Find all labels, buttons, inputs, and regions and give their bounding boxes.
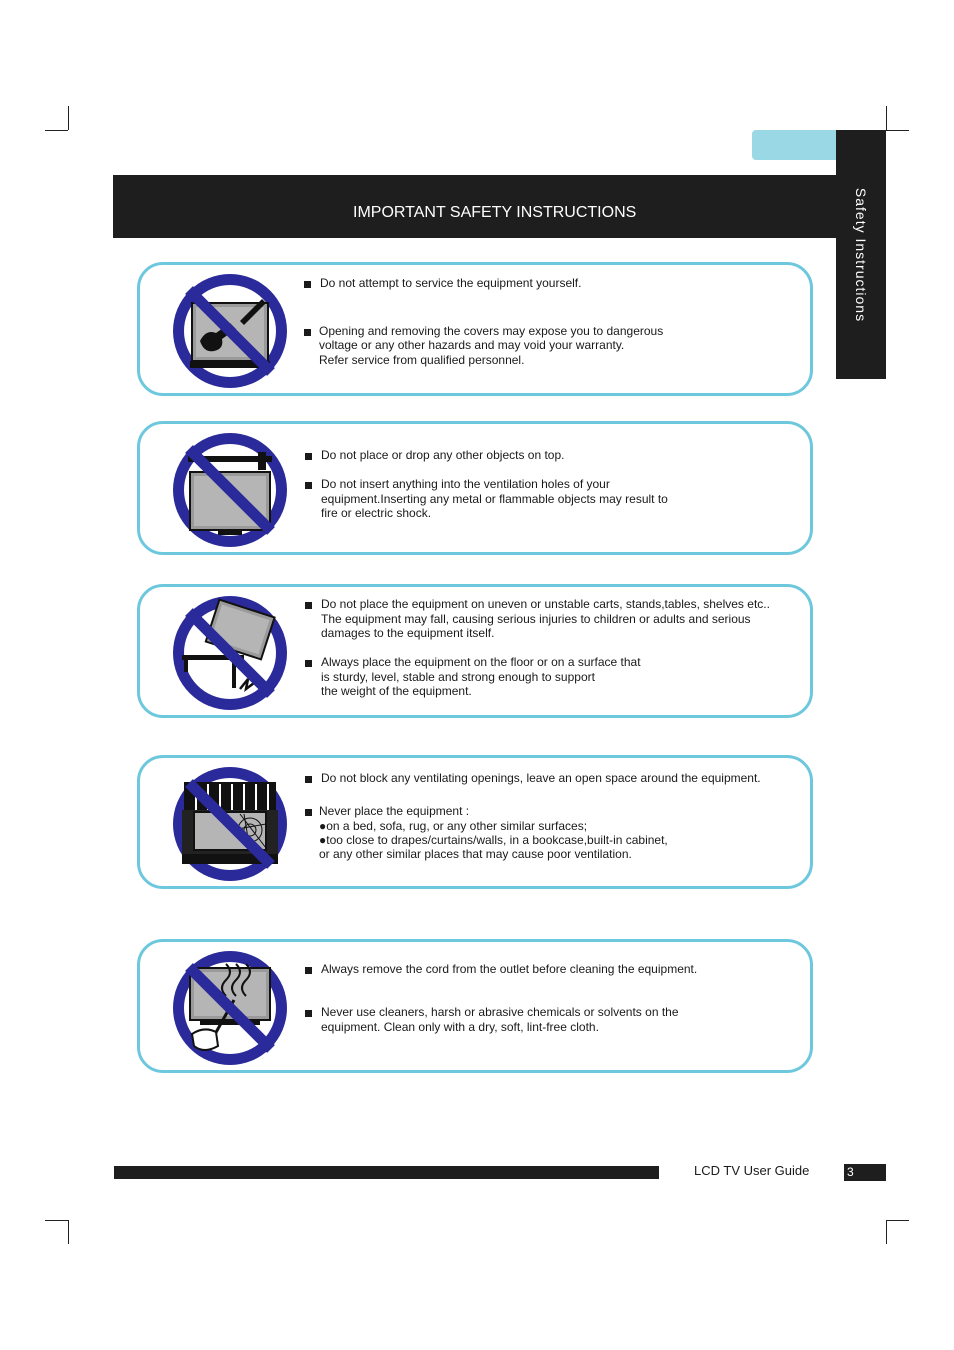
instruction-text: Never use cleaners, harsh or abrasive chemicals or solvents on the xyxy=(321,1005,679,1019)
bullet-marker xyxy=(305,1010,312,1017)
instruction-text: equipment.Inserting any metal or flammable objects may result to xyxy=(321,492,668,506)
instruction-text: Never place the equipment : xyxy=(319,804,470,818)
no-service-tools-icon xyxy=(170,271,290,391)
bullet-marker xyxy=(304,329,311,336)
bullet-marker xyxy=(305,602,312,609)
bullet-marker xyxy=(305,482,312,489)
instruction-text: Do not attempt to service the equipment yourself. xyxy=(320,276,582,290)
footer-bar xyxy=(114,1166,659,1179)
page-title: IMPORTANT SAFETY INSTRUCTIONS xyxy=(353,204,637,221)
instruction-text: or any other similar places that may cause poor ventilation. xyxy=(319,847,632,861)
crop-mark xyxy=(886,106,887,130)
instruction-text: Do not place the equipment on uneven or unstable carts, stands,tables, shelves etc.. xyxy=(321,597,770,611)
footer-guide-label: LCD TV User Guide xyxy=(694,1163,810,1178)
instruction-text: Always remove the cord from the outlet before cleaning the equipment. xyxy=(321,962,698,976)
crop-mark xyxy=(886,130,909,131)
crop-mark xyxy=(68,1220,69,1244)
no-harsh-cleaners-icon xyxy=(170,948,290,1068)
bullet-marker xyxy=(305,809,312,816)
instruction-text: equipment. Clean only with a dry, soft, lint-free cloth. xyxy=(321,1020,599,1034)
crop-mark xyxy=(45,130,68,131)
instruction-text: Do not block any ventilating openings, leave an open space around the equipment. xyxy=(321,771,761,785)
bullet-marker xyxy=(305,453,312,460)
no-objects-on-top-icon xyxy=(170,430,290,550)
instruction-text: The equipment may fall, causing serious injuries to children or adults and serious xyxy=(321,612,751,626)
no-blocked-ventilation-icon xyxy=(170,764,290,884)
crop-mark xyxy=(886,1220,909,1221)
instruction-text: Opening and removing the covers may expose you to dangerous xyxy=(319,324,664,338)
instruction-text: Refer service from qualified personnel. xyxy=(319,353,525,367)
instruction-text: fire or electric shock. xyxy=(321,506,432,520)
instruction-text: Always place the equipment on the floor or on a surface that xyxy=(321,655,641,669)
bullet-marker xyxy=(304,281,311,288)
instruction-text: damages to the equipment itself. xyxy=(321,626,495,640)
side-tab-label: Safety Instructions xyxy=(853,187,870,322)
instruction-text: voltage or any other hazards and may void your warranty. xyxy=(319,338,625,352)
crop-mark xyxy=(886,1220,887,1244)
instruction-text: ●on a bed, sofa, rug, or any other similar surfaces; xyxy=(319,819,588,833)
crop-mark xyxy=(45,1220,68,1221)
side-tab-label-wrap xyxy=(836,130,886,379)
page-number: 3 xyxy=(847,1165,854,1179)
instruction-text: Do not insert anything into the ventilation holes of your xyxy=(321,477,610,491)
instruction-text: is sturdy, level, stable and strong enough to support xyxy=(321,670,595,684)
crop-mark xyxy=(68,106,69,130)
no-unstable-surface-icon xyxy=(170,593,290,713)
bullet-marker xyxy=(305,660,312,667)
bullet-marker xyxy=(305,967,312,974)
instruction-text: Do not place or drop any other objects on top. xyxy=(321,448,565,462)
instruction-text: ●too close to drapes/curtains/walls, in a bookcase,built-in cabinet, xyxy=(319,833,668,847)
instruction-text: the weight of the equipment. xyxy=(321,684,472,698)
bullet-marker xyxy=(305,776,312,783)
